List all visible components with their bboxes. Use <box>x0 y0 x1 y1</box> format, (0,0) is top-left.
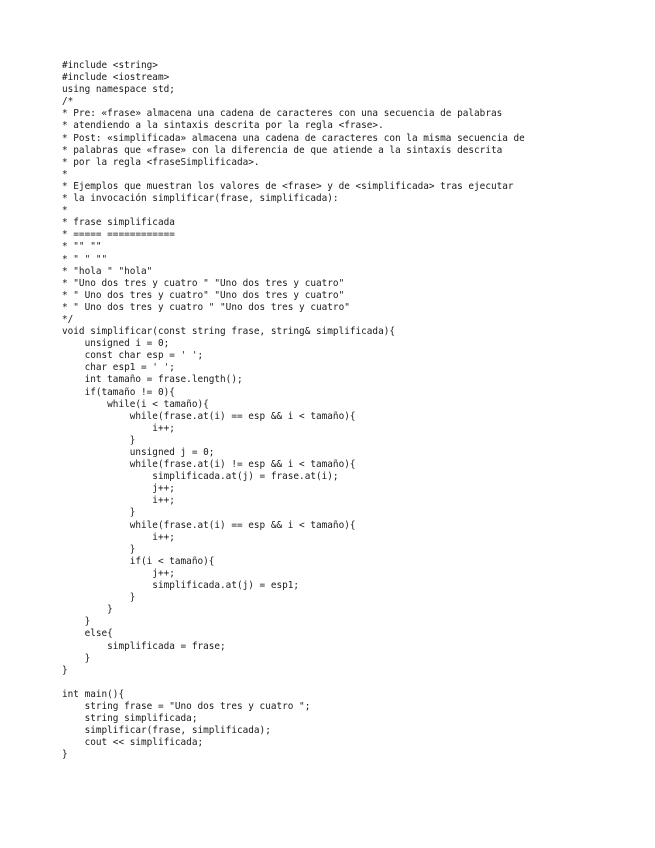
code-line: * "Uno dos tres y cuatro " "Uno dos tres y cuatro" <box>62 277 345 289</box>
code-listing <box>62 60 525 761</box>
code-line: j++; <box>62 483 175 495</box>
code-line: cout << simplificada; <box>62 737 204 749</box>
code-line: if(i < tamaño){ <box>62 555 215 567</box>
code-line: while(frase.at(i) == esp && i < tamaño){ <box>62 519 356 531</box>
code-line: #include <string> <box>62 60 158 71</box>
code-line: * " Uno dos tres y cuatro " "Uno dos tres y cuatro" <box>62 301 350 313</box>
code-line: if(tamaño != 0){ <box>62 386 175 398</box>
code-line: string frase = "Uno dos tres y cuatro "; <box>62 700 311 712</box>
code-line: * "hola " "hola" <box>62 265 153 277</box>
code-line: } <box>62 749 68 761</box>
code-line: } <box>62 604 113 616</box>
code-line: } <box>62 543 136 555</box>
code-line: string simplificada; <box>62 713 198 725</box>
code-line: * "" "" <box>62 241 102 253</box>
code-line: */ <box>62 313 74 325</box>
code-line: int tamaño = frase.length(); <box>62 374 243 386</box>
code-line: char esp1 = ' '; <box>62 362 175 374</box>
code-line: } <box>62 664 68 676</box>
code-line: using namespace std; <box>62 84 175 96</box>
code-line: } <box>62 507 136 519</box>
code-line: } <box>62 652 91 664</box>
code-line: * atendiendo a la sintaxis descrita por la regla <frase>. <box>62 120 384 132</box>
code-line: * <box>62 168 68 180</box>
code-line: int main(){ <box>62 688 125 700</box>
code-line: * " Uno dos tres y cuatro" "Uno dos tres y cuatro" <box>62 289 345 301</box>
code-line: while(i < tamaño){ <box>62 398 209 410</box>
code-line: * ===== ============ <box>62 229 175 241</box>
code-line: while(frase.at(i) != esp && i < tamaño){ <box>62 459 356 471</box>
code-line: * la invocación simplificar(frase, simplificada): <box>62 193 339 205</box>
code-line: simplificada.at(j) = esp1; <box>62 580 300 592</box>
code-line: simplificar(frase, simplificada); <box>62 725 271 737</box>
code-line <box>62 677 525 689</box>
code-line: * por la regla <fraseSimplificada>. <box>62 156 260 168</box>
code-line: } <box>62 592 136 604</box>
code-line: } <box>62 616 91 628</box>
code-line: * frase simplificada <box>62 217 175 229</box>
code-line: /* <box>62 96 74 108</box>
code-line: while(frase.at(i) == esp && i < tamaño){ <box>62 410 356 422</box>
code-line: * Post: «simplificada» almacena una cadena de caracteres con la misma secuencia de <box>62 132 525 144</box>
code-line: * " " "" <box>62 253 108 265</box>
code-line: } <box>62 434 136 446</box>
code-line: void simplificar(const string frase, string& simplificada){ <box>62 326 396 338</box>
code-line: * palabras que «frase» con la diferencia de que atiende a la sintaxis descrita <box>62 144 503 156</box>
code-line: #include <iostream> <box>62 72 170 84</box>
code-line: simplificada = frase; <box>62 640 226 652</box>
code-line: const char esp = ' '; <box>62 350 204 362</box>
code-line: * Pre: «frase» almacena una cadena de caracteres con una secuencia de palabras <box>62 108 503 120</box>
code-line: * Ejemplos que muestran los valores de <frase> y de <simplificada> tras ejecutar <box>62 180 514 192</box>
code-line: i++; <box>62 422 175 434</box>
code-line: simplificada.at(j) = frase.at(i); <box>62 471 339 483</box>
code-line: unsigned i = 0; <box>62 338 170 350</box>
code-line: j++; <box>62 567 175 579</box>
code-line: else{ <box>62 628 113 640</box>
code-line: i++; <box>62 531 175 543</box>
code-line: unsigned j = 0; <box>62 447 215 458</box>
code-line: * <box>62 205 68 217</box>
code-line: i++; <box>62 495 175 507</box>
